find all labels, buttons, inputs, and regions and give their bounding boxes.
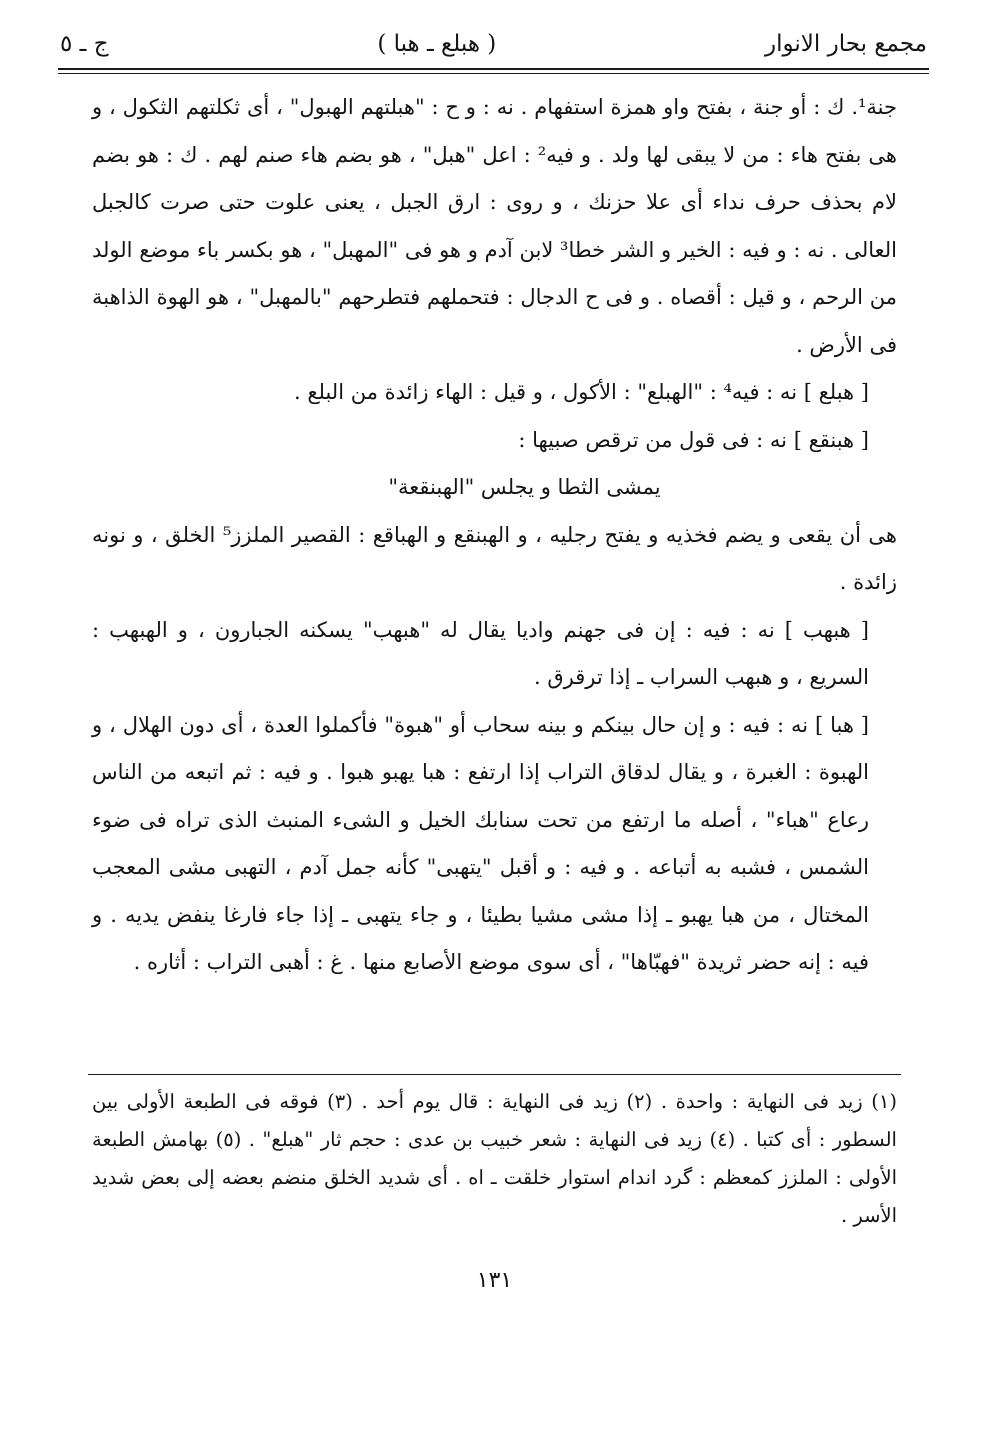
footnotes — [92, 1083, 897, 1235]
running-header — [60, 22, 927, 66]
entry-habanqa: [ هبنقع ] نه : فى قول من ترقص صبيها : — [518, 427, 869, 452]
footnote-rule — [88, 1074, 901, 1075]
page-number: ١٣١ — [476, 1268, 513, 1293]
entry-habhab: [ هبهب ] نه : فيه : إن فى جهنم واديا يقال له "هبهب" يسكنه الجبارون ، و الهبهب : السريع ، و هبهب السراب ـ إذا ترقرق . — [92, 617, 869, 689]
header-rule-thick — [58, 68, 929, 70]
entry-range: ( هبلع ـ هبا ) — [377, 31, 497, 57]
paragraph-habl: جنة¹. ك : أو جنة ، بفتح واو همزة استفهام . نه : و ح : "هبلتهم الهبول" ، أى ثكلتهم الثكول ، و هى بفتح هاء : من لا يبقى لها ولد . و فيه² : اعل "هبل" ، هو بضم هاء صنم لهم . ك : هو بضم لام بحذف حرف نداء أى علا حزنك ، و روى : ارق الجبل ، يعنى علوت حتى صرت كالجبل العالى . نه : و فيه : الخير و الشر خطا³ لابن آدم و هو فى "المهبل" ، هو بكسر باء موضع الولد من الرحم ، و قيل : أقصاه . و فى ح الدجال : فتحملهم فتطرحهم "بالمهبل" ، هو الهوة الذاهبة فى الأرض . — [92, 95, 897, 357]
paragraph-habanqa: هى أن يقعى و يضم فخذيه و يفتح رجليه ، و الهبنقع و الهباقع : القصير الملزز⁵ الخلق ، و نونه زائدة . — [92, 522, 897, 594]
entry-habla: [ هبلع ] نه : فيه⁴ : "الهبلع" : الأكول ، و قيل : الهاء زائدة من البلع . — [293, 380, 869, 404]
book-title: مجمع بحار الانوار — [765, 31, 927, 57]
volume-label: ج ـ ٥ — [60, 31, 109, 57]
entry-haba: [ هبا ] نه : فيه : و إن حال بينكم و بينه سحاب أو "هبوة" فأكملوا العدة ، أى دون الهلال ، و الهبوة : الغبرة ، و يقال لدقاق التراب إذا ارتفع : هبا يهبو هبوا . و فيه : ثم اتبعه من الناس رعاع "هباء" ، أصله ما ارتفع من تحت سنابك الخيل و الشىء المنبث الذى تراه فى ضوء الشمس ، فشبه به أتباعه . و فيه : و أقبل "يتهبى" كأنه جمل آدم ، التهبى مشى المعجب المختال ، من هبا يهبو ـ إذا مشى مشيا بطيئا ، و جاء يتهبى ـ إذا جاء فارغا ينفض يديه . و فيه : إنه حضر ثريدة "فهبّاها" ، أى سوى موضع الأصابع منها . غ : أهبى التراب : أثاره . — [92, 712, 869, 974]
verse-line: يمشى الثطا و يجلس "الهبنقعة" — [388, 475, 661, 499]
footnote-text: (١) زيد فى النهاية : واحدة . (٢) زيد فى النهاية : قال يوم أحد . (٣) فوقه فى الطبعة الأولى بين السطور : أى كتبا . (٤) زيد فى النهاية : شعر خبيب بن عدى : حجم ثار "هبلع" . (٥) بهامش الطبعة الأولى : الملزز كمعظم : گرد اندام استوار خلقت ـ اه . أى شديد الخلق منضم بعضه إلى بعض شديد الأسر . — [92, 1090, 897, 1227]
header-rule-thin — [58, 73, 929, 74]
main-text — [92, 84, 897, 987]
